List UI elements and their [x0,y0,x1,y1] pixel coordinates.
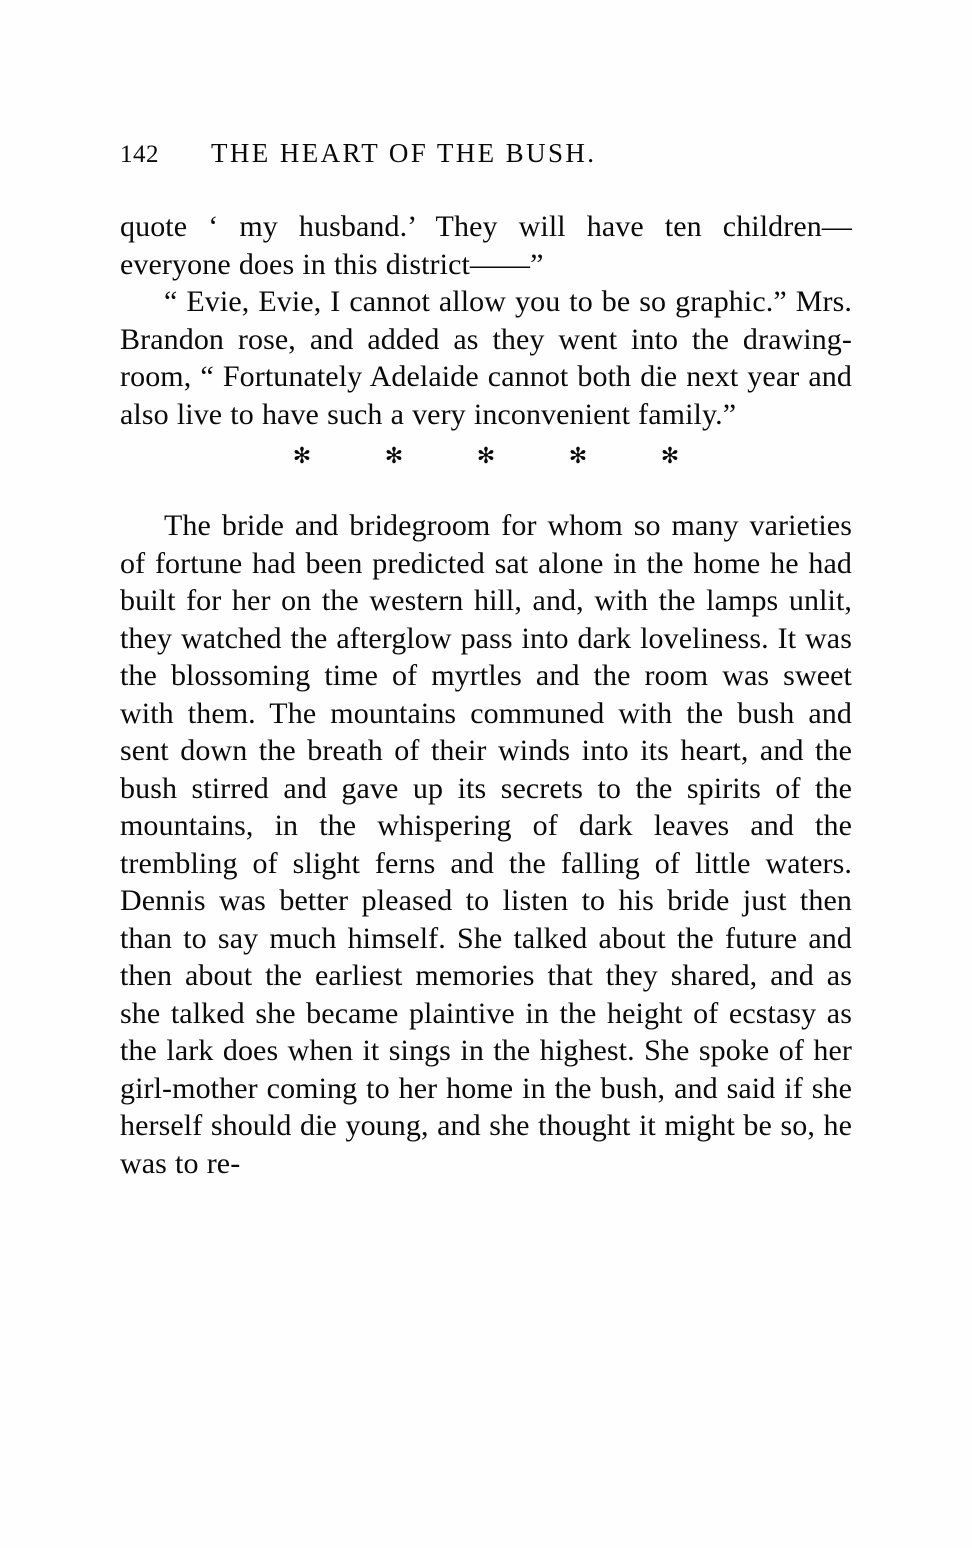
asterisk-icon: ✻ [292,443,312,468]
paragraph-2: “ Evie, Evie, I cannot allow you to be so graphic.” Mrs. Brandon rose, and added as they went into the drawing-room, “ Fortunately Adelaide cannot both die next year and also live to have such a very inconvenient family.” [120,285,852,431]
asterisk-icon: ✻ [384,443,404,468]
paragraph-3: The bride and bridegroom for whom so many varieties of fortune had been predicted sat alone in the home he had built for her on the western hill, and, with the lamps unlit, they watched the afterglow pass into dark loveliness. It was the blossoming time of myrtles and the room was sweet with them. The mountains communed with the bush and sent down the breath of their winds into its heart, and the bush stirred and gave up its secrets to the spirits of the mountains, in the whispering of dark leaves and the trembling of slight ferns and the falling of little waters. Dennis was better pleased to listen to his bride just then than to say much himself. She talked about the future and then about the earliest memories that they shared, and as she talked she became plaintive in the height of ecstasy as the lark does when it sings in the highest. She spoke of her girl-mother coming to her home in the bush, and said if she herself should die young, and she thought it might be so, he was to re- [120,509,852,1180]
asterisk-icon: ✻ [568,443,588,468]
text-block [120,208,852,1182]
paragraph-spacer [120,473,852,507]
asterisk-icon: ✻ [660,443,680,468]
paragraph-1: quote ‘ my husband.’ They will have ten children—everyone does in this district——” [120,210,852,281]
page-header [120,138,860,169]
asterisk-icon: ✻ [476,443,496,468]
scene-break [120,439,852,473]
page-number: 142 [120,141,159,168]
running-title: THE HEART OF THE BUSH. [211,138,597,168]
